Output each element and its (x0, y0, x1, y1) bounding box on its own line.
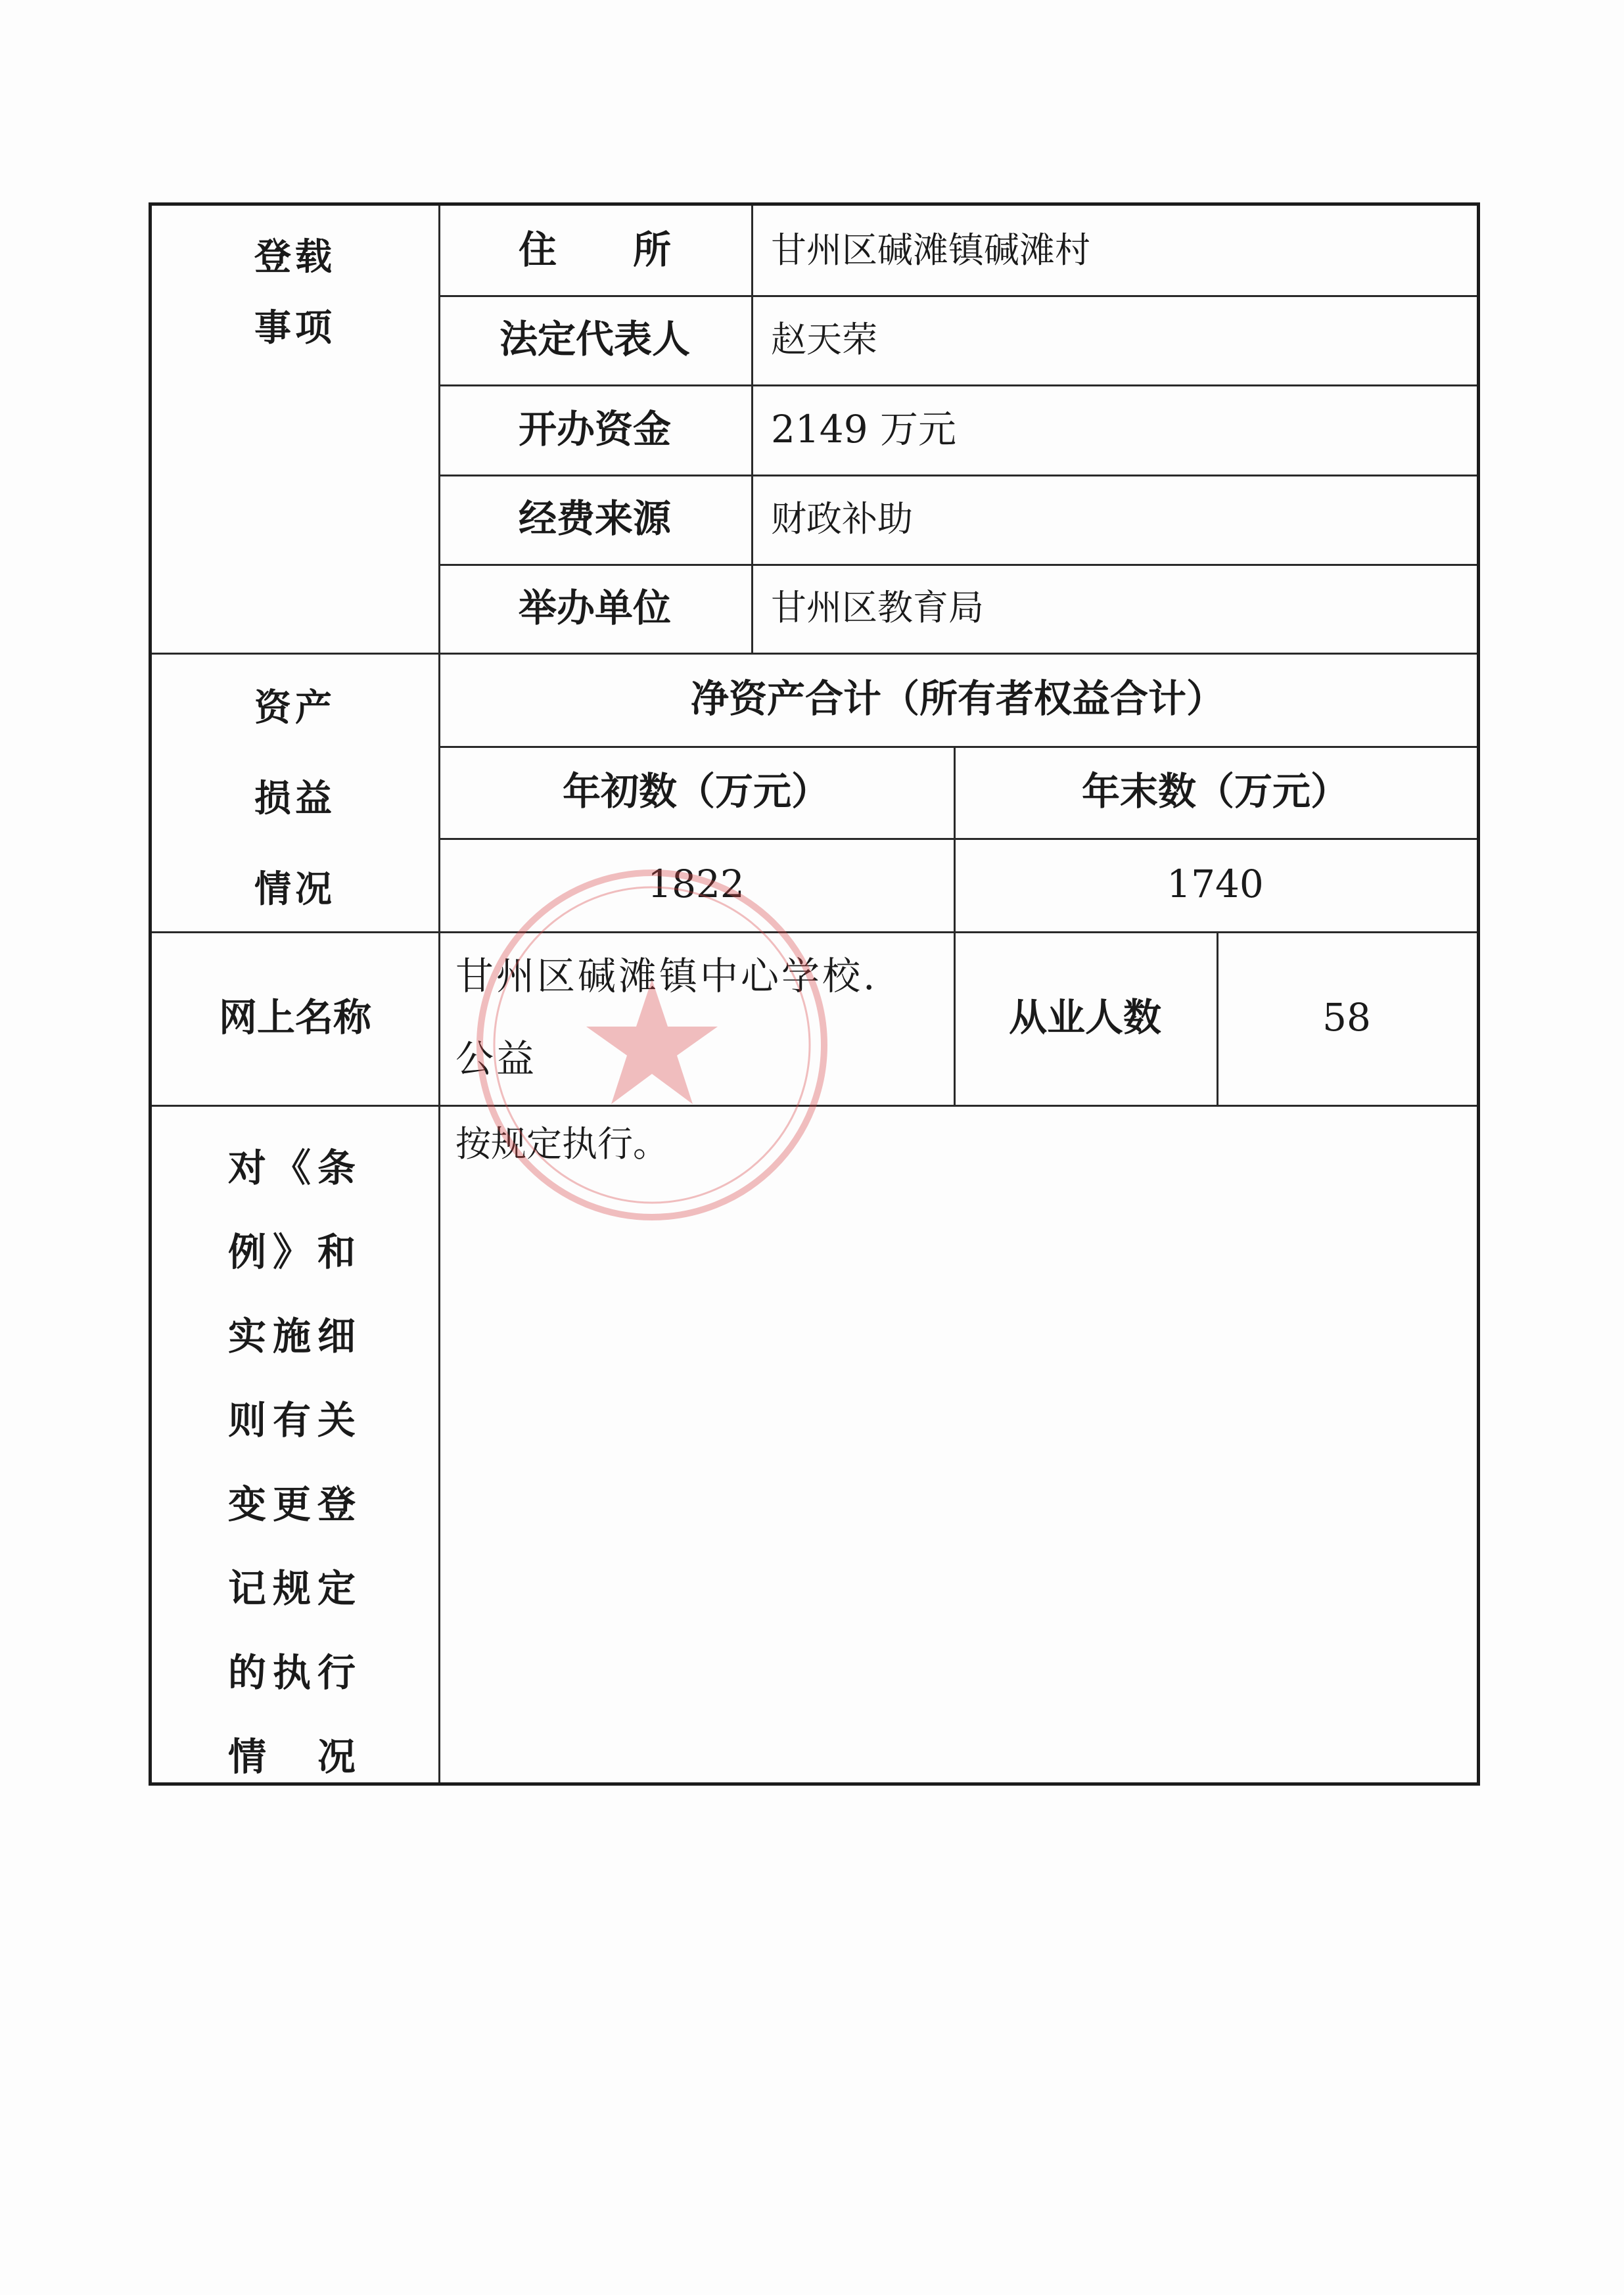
compliance-label-line: 例》和 (227, 1230, 362, 1274)
sponsor-label: 举办单位 (518, 585, 671, 630)
assets-label-line3: 情况 (254, 868, 336, 911)
compliance-label-line: 的执行 (227, 1650, 362, 1695)
annual-report-table (149, 202, 1480, 1786)
registration-section-label (152, 228, 438, 352)
compliance-label-line: 实施细 (227, 1314, 362, 1358)
begin-year-value: 1822 (647, 862, 745, 907)
compliance-label-line: 对《条 (227, 1146, 362, 1190)
legal-rep-label: 法定代表人 (499, 317, 690, 362)
compliance-label-line: 变更登 (227, 1482, 362, 1527)
online-name-line2: 公益 (455, 1036, 538, 1081)
staff-count-label: 从业人数 (1008, 995, 1161, 1040)
online-name-label: 网上名称 (218, 995, 371, 1040)
capital-value: 2149 万元 (771, 406, 957, 452)
legal-rep-value: 赵天荣 (771, 318, 877, 360)
sponsor-value: 甘州区教育局 (771, 587, 984, 629)
registration-label-line2: 事项 (254, 306, 336, 350)
begin-year-label: 年初数（万元） (562, 769, 829, 814)
compliance-label-line: 则有关 (227, 1398, 362, 1443)
compliance-label-line: 记规定 (227, 1566, 362, 1611)
end-year-label: 年末数（万元） (1081, 769, 1349, 814)
end-year-value: 1740 (1167, 862, 1264, 907)
assets-label-line2: 损益 (254, 777, 336, 820)
net-assets-header: 净资产合计（所有者权益合计） (690, 676, 1224, 722)
compliance-text: 按规定执行。 (455, 1123, 668, 1165)
assets-section-label (152, 679, 438, 913)
funding-source-label: 经费来源 (518, 496, 671, 542)
online-name-value (438, 931, 954, 1105)
funding-source-value: 财政补助 (771, 498, 913, 540)
online-name-line1: 甘州区碱滩镇中心学校. (455, 954, 878, 999)
assets-label-line1: 资产 (254, 686, 336, 730)
staff-count-value: 58 (1322, 995, 1371, 1040)
address-value: 甘州区碱滩镇碱滩村 (771, 229, 1090, 271)
compliance-section-label (152, 1126, 438, 1799)
compliance-label-line: 情 况 (227, 1734, 362, 1779)
address-label: 住 所 (518, 227, 671, 273)
capital-label: 开办资金 (518, 406, 671, 452)
registration-label-line1: 登载 (254, 235, 336, 279)
